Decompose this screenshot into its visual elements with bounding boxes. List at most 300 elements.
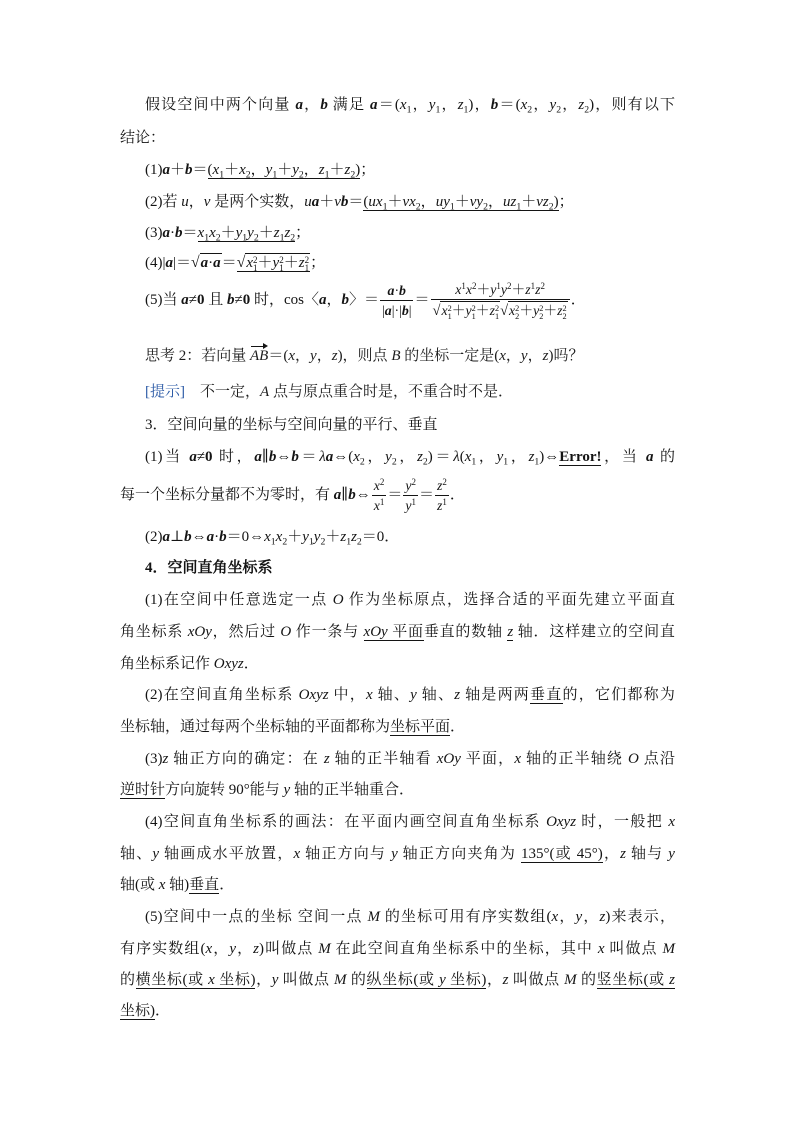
italic-symbol: v: [334, 194, 341, 210]
fraction-denominator: [431, 300, 570, 321]
superscript: 1: [411, 497, 416, 508]
subscript: 2: [415, 201, 421, 213]
fraction: [435, 477, 449, 514]
bold-text: Error!: [559, 449, 602, 465]
italic-symbol: y: [235, 225, 243, 241]
superscript: 2: [515, 303, 520, 313]
text-run: ＋: [543, 302, 558, 318]
text-run: ⇔(: [333, 449, 354, 465]
text-run: ，: [582, 909, 600, 925]
italic-symbol: x: [158, 877, 166, 893]
vector-symbol: a: [181, 292, 189, 308]
text-run: (2)在空间直角坐标系: [145, 687, 299, 703]
italic-symbol: z: [323, 751, 330, 767]
italic-symbol: z: [669, 972, 675, 988]
subscript: 2: [282, 536, 288, 548]
italic-symbol: vz: [536, 194, 549, 210]
text-run: ，: [476, 449, 497, 465]
underlined-answer: [120, 782, 165, 799]
text-run: ·: [208, 255, 214, 271]
text-run: ≠: [196, 449, 206, 465]
text-run: 角坐标系记作: [120, 656, 214, 672]
text-run: 点沿: [638, 751, 675, 767]
italic-symbol: x: [373, 498, 380, 514]
italic-symbol: y: [310, 348, 317, 364]
text-run: 的，它们都称为: [562, 687, 675, 703]
text-run: 135°(或 45°): [520, 846, 603, 862]
text-run: ．: [155, 1003, 171, 1019]
subscript: 1: [219, 169, 225, 181]
italic-symbol: M: [318, 941, 331, 957]
paragraph-line: [120, 717, 675, 737]
text-run: ＋: [220, 225, 236, 241]
underlined-answer: [390, 719, 450, 736]
fraction-denominator: [435, 496, 449, 514]
text-run: 中，: [328, 687, 367, 703]
text-run: )吗？: [548, 348, 584, 364]
text-run: ⇔: [276, 449, 292, 465]
text-run: ；: [558, 194, 574, 210]
conclusion-item: [145, 223, 675, 243]
italic-symbol: z: [253, 941, 260, 957]
italic-symbol: y: [465, 302, 472, 318]
italic-symbol: y: [668, 846, 675, 862]
text-run: ，: [420, 194, 436, 210]
text-run: 时，一般把: [576, 814, 669, 830]
italic-symbol: A: [260, 384, 270, 400]
vector-AB-notation: AB: [250, 345, 268, 367]
text-run: ＋: [319, 194, 335, 210]
underlined-answer: [363, 194, 558, 211]
text-run: ＝(: [268, 348, 289, 364]
superscript: 2: [562, 303, 567, 313]
paragraph-line: [145, 95, 675, 115]
square-root: [500, 302, 568, 321]
text-run: ，: [212, 941, 230, 957]
subscript: 2: [556, 104, 562, 116]
text-run: (1)当: [145, 449, 190, 465]
text-run: 的: [120, 972, 136, 988]
vector-symbol: a: [370, 97, 378, 113]
text-run: ，: [295, 348, 311, 364]
vector-symbol: b: [341, 292, 349, 308]
text-run: 叫做点: [604, 941, 663, 957]
subscript: 1: [242, 232, 248, 244]
text-run: (3): [145, 751, 163, 767]
text-run: 轴．这样建立的空间直: [513, 624, 675, 640]
vector-symbol: a: [213, 255, 221, 271]
text-run: ＝: [414, 292, 430, 308]
fraction-numerator: [380, 282, 413, 301]
italic-symbol: u: [304, 194, 312, 210]
vector-symbol: b: [268, 449, 277, 465]
vector-symbol: a: [162, 529, 170, 545]
text-run: ，: [235, 941, 254, 957]
italic-symbol: u: [181, 194, 189, 210]
italic-symbol: y: [152, 846, 160, 862]
italic-symbol: z: [298, 255, 305, 271]
subscript: 2: [562, 311, 567, 321]
text-run: ，: [411, 97, 429, 113]
subscript: 2: [356, 536, 362, 548]
sub-superscript: [563, 305, 567, 321]
section-heading: [145, 415, 675, 435]
text-run: (: [207, 162, 213, 178]
italic-symbol: z: [340, 529, 347, 545]
superscript: 2: [411, 476, 416, 487]
vector-symbol: a: [165, 255, 173, 271]
text-run: ⇔: [355, 487, 371, 503]
hint-line: [145, 382, 675, 402]
italic-symbol: xOy: [436, 751, 461, 767]
italic-symbol: M: [367, 909, 380, 925]
text-run: ，: [486, 972, 503, 988]
vector-symbol: a: [646, 449, 654, 465]
subscript: 2: [422, 456, 428, 468]
thinking-question: [145, 345, 675, 365]
square-root: [237, 254, 310, 274]
text-run: ，: [561, 97, 579, 113]
sub-superscript: [305, 256, 310, 273]
text-run: 纵坐标(或: [366, 972, 440, 988]
text-run: 有序实数组(: [120, 941, 206, 957]
text-run: 坐标): [120, 1003, 155, 1019]
text-run: (: [459, 449, 465, 465]
text-run: ，: [302, 97, 321, 113]
italic-symbol: λ: [453, 449, 460, 465]
superscript: 2: [279, 254, 284, 265]
bold-text: 0: [196, 292, 205, 308]
text-run: |: [382, 303, 385, 319]
italic-symbol: y: [500, 281, 507, 297]
italic-symbol: z: [162, 751, 169, 767]
conclusion-item: [145, 192, 675, 212]
text-run: (3): [145, 225, 163, 241]
text-run: ＋: [257, 255, 273, 271]
text-run: 轴与: [626, 846, 669, 862]
fraction-numerator: [431, 281, 570, 300]
vector-symbol: b: [348, 487, 356, 503]
italic-symbol: x: [509, 302, 516, 318]
text-run: 轴正方向夹角为: [397, 846, 521, 862]
underlined-answer: [559, 449, 601, 466]
italic-symbol: x: [353, 449, 360, 465]
italic-symbol: x: [246, 255, 254, 271]
text-run: ＋: [521, 194, 537, 210]
text-run: 不一定，: [185, 384, 261, 400]
italic-symbol: x: [239, 162, 246, 178]
text-run: ＝0．: [361, 529, 400, 545]
superscript: 2: [379, 476, 385, 487]
paragraph-line: [120, 128, 675, 148]
radicand: [200, 253, 222, 273]
square-root: [433, 302, 501, 321]
superscript: 2: [506, 280, 512, 291]
underlined-answer: [189, 877, 219, 894]
italic-symbol: y: [533, 302, 540, 318]
italic-symbol: z: [417, 449, 423, 465]
italic-symbol: y: [313, 529, 321, 545]
italic-symbol: y: [247, 225, 254, 241]
text-run: 假设空间中两个向量: [145, 97, 296, 113]
underlined-answer: [521, 846, 603, 863]
text-run: ＝(: [498, 97, 521, 113]
fraction-numerator: [435, 477, 449, 496]
text-run: (5)当: [145, 292, 182, 308]
text-run: (: [363, 194, 369, 210]
text-run: 平面: [387, 624, 424, 640]
paragraph-line: [120, 622, 675, 642]
text-run: ·: [170, 225, 175, 241]
italic-symbol: x: [551, 909, 559, 925]
text-run: ＝0⇔: [226, 529, 265, 545]
text-run: 轴画成水平放置，: [159, 846, 294, 862]
text-run: 结论：: [120, 130, 166, 146]
italic-symbol: z: [489, 302, 495, 318]
text-run: 叫做点: [508, 972, 565, 988]
text-run: ＋: [519, 302, 534, 318]
subscript: 1: [382, 201, 388, 213]
italic-symbol: z: [620, 846, 627, 862]
italic-symbol: z: [351, 529, 357, 545]
subscript: 2: [245, 169, 251, 181]
subscript: 2: [527, 104, 533, 116]
italic-symbol: z: [454, 687, 461, 703]
italic-symbol: ux: [368, 194, 383, 210]
text-run: 轴正方向与: [300, 846, 392, 862]
italic-symbol: M: [334, 972, 347, 988]
italic-symbol: y: [271, 972, 279, 988]
italic-symbol: O: [332, 592, 344, 608]
italic-symbol: λ: [319, 449, 326, 465]
text-run: 轴的正半轴看: [329, 751, 437, 767]
bold-text: 0: [242, 292, 251, 308]
italic-symbol: O: [628, 751, 639, 767]
italic-symbol: x: [197, 225, 205, 241]
text-run: ，: [532, 97, 550, 113]
text-run: ＝: [387, 487, 403, 503]
italic-symbol: z: [502, 972, 509, 988]
subscript: 2: [359, 456, 365, 468]
italic-symbol: y: [405, 498, 412, 514]
italic-symbol: x: [212, 162, 220, 178]
text-run: ＋: [287, 529, 303, 545]
paragraph-line: [120, 875, 675, 895]
italic-symbol: v: [203, 194, 211, 210]
vector-symbol: b: [184, 529, 192, 545]
text-run: ＋: [454, 194, 470, 210]
fraction-denominator: [380, 301, 413, 319]
italic-symbol: z: [528, 449, 535, 465]
text-run: ，: [487, 194, 503, 210]
text-run: ＝: [182, 225, 198, 241]
text-run: ，: [326, 292, 342, 308]
italic-symbol: z: [457, 97, 464, 113]
text-run: ＋: [170, 162, 186, 178]
italic-symbol: y: [385, 449, 392, 465]
text-run: ⇔: [191, 529, 207, 545]
italic-symbol: x: [597, 941, 605, 957]
text-run: 逆时针: [120, 782, 166, 798]
italic-symbol: y: [265, 162, 273, 178]
text-run: ＋: [511, 281, 526, 297]
italic-symbol: y: [272, 255, 280, 271]
vector-symbol: a: [254, 449, 262, 465]
italic-symbol: x: [208, 972, 215, 988]
vector-symbol: b: [399, 282, 406, 298]
italic-symbol: x: [520, 97, 528, 113]
italic-symbol: uz: [502, 194, 517, 210]
text-run: 平面，: [460, 751, 515, 767]
text-run: 3．空间向量的坐标与空间向量的平行、垂直: [145, 417, 438, 433]
text-run: ，: [316, 348, 332, 364]
subscript: 2: [548, 201, 554, 213]
italic-symbol: z: [436, 477, 443, 493]
text-run: ＋: [329, 162, 345, 178]
text-run: ≠: [234, 292, 243, 308]
italic-symbol: x: [293, 846, 301, 862]
section-heading: [145, 558, 675, 578]
text-run: 坐标): [214, 972, 256, 988]
text-run: 坐标平面: [390, 719, 451, 735]
text-run: ＋: [283, 255, 299, 271]
subscript: 1: [471, 311, 476, 321]
text-run: (4)空间直角坐标系的画法：在平面内画空间直角坐标系: [145, 814, 547, 830]
square-root: [191, 255, 222, 271]
radicand: [245, 253, 310, 273]
text-run: ＋: [387, 194, 403, 210]
italic-symbol: z: [436, 498, 443, 514]
text-run: ): [553, 194, 559, 210]
text-run: 是两个实数，: [210, 194, 305, 210]
text-run: ＝: [192, 162, 208, 178]
vector-symbol: a: [162, 225, 170, 241]
text-run: 坐标): [445, 972, 487, 988]
italic-symbol: y: [496, 449, 504, 465]
text-run: 轴): [165, 877, 190, 893]
text-run: ，: [508, 449, 529, 465]
subscript: 2: [298, 169, 304, 181]
text-run: 轴、: [372, 687, 411, 703]
text-run: ·: [394, 282, 400, 298]
underlined-answer: [364, 624, 424, 641]
superscript: 2: [471, 303, 476, 313]
italic-symbol: y: [575, 909, 583, 925]
subscript: 1: [279, 232, 285, 244]
vector-symbol: b: [291, 449, 299, 465]
conclusion-item: [145, 278, 675, 322]
text-run: ，: [558, 909, 576, 925]
vector-symbol: b: [175, 225, 183, 241]
paragraph-line: [120, 970, 675, 990]
italic-symbol: z: [542, 348, 549, 364]
vector-symbol: a: [387, 282, 395, 298]
paragraph-line: [120, 939, 675, 959]
text-run: 轴(或: [120, 877, 159, 893]
text-run: )，: [468, 97, 491, 113]
text-run: 的坐标可用有序实数组(: [379, 909, 552, 925]
bold-text: 4．空间直角坐标系: [145, 560, 273, 576]
subscript: 2: [320, 536, 326, 548]
italic-symbol: z: [599, 909, 606, 925]
vector-symbol: a: [189, 449, 197, 465]
text-run: ，: [440, 97, 458, 113]
paragraph-line: [145, 527, 675, 547]
text-run: 作一条与: [291, 624, 364, 640]
italic-symbol: x: [455, 281, 462, 297]
text-run: 的: [653, 449, 675, 465]
text-run: ⊥: [170, 529, 185, 545]
text-run: ＋: [224, 162, 240, 178]
superscript: 1: [442, 497, 447, 508]
underlined-answer: [530, 687, 562, 704]
text-run: )，则有以下: [589, 97, 675, 113]
text-run: 轴是两两: [460, 687, 531, 703]
text-run: 的: [576, 972, 597, 988]
text-run: |: [408, 303, 412, 319]
subscript: 1: [406, 104, 412, 116]
subscript: 2: [215, 232, 221, 244]
vector-symbol: b: [185, 162, 193, 178]
subscript: 2: [539, 311, 544, 321]
paragraph-line: [145, 907, 675, 927]
subscript: 1: [324, 169, 330, 181]
italic-symbol: x: [668, 814, 675, 830]
italic-symbol: x: [288, 348, 296, 364]
underlined-answer: [208, 162, 361, 179]
hint-label: [提示]: [145, 384, 185, 400]
italic-symbol: vx: [402, 194, 416, 210]
subscript: 2: [584, 104, 590, 116]
italic-symbol: z: [578, 97, 585, 113]
text-run: ，: [364, 449, 386, 465]
text-run: 轴正方向的确定：在: [168, 751, 324, 767]
subscript: 1: [516, 201, 522, 213]
superscript: 2: [253, 254, 258, 265]
text-run: ．: [570, 292, 586, 308]
text-run: ，当: [601, 449, 646, 465]
italic-symbol: x: [399, 97, 407, 113]
text-run: )来表示，: [605, 909, 675, 925]
italic-symbol: x: [514, 751, 522, 767]
subscript: 2: [515, 311, 520, 321]
text-run: ＋: [475, 302, 490, 318]
italic-symbol: x: [264, 529, 271, 545]
paragraph-line: [145, 812, 675, 832]
italic-symbol: x: [464, 449, 472, 465]
bold-text: 0: [205, 449, 213, 465]
italic-symbol: x: [499, 348, 506, 364]
italic-symbol: y: [439, 972, 446, 988]
text-run: 垂直: [530, 687, 563, 703]
subscript: 2: [391, 456, 397, 468]
underlined-answer: [198, 225, 296, 242]
subscript: 1: [534, 456, 540, 468]
italic-symbol: y: [405, 477, 412, 493]
text-run: ＋: [476, 281, 491, 297]
text-run: 方向旋转 90°能与: [165, 782, 284, 798]
paragraph-line: [120, 1001, 675, 1021]
text-run: ＋: [258, 225, 274, 241]
subscript: 1: [304, 263, 310, 274]
paragraph-line: [120, 844, 675, 864]
italic-symbol: z: [557, 302, 563, 318]
text-run: ．: [219, 877, 235, 893]
text-run: 横坐标(或: [135, 972, 209, 988]
fraction: [431, 281, 570, 321]
vector-symbol: b: [490, 97, 499, 113]
subscript: 1: [346, 536, 352, 548]
